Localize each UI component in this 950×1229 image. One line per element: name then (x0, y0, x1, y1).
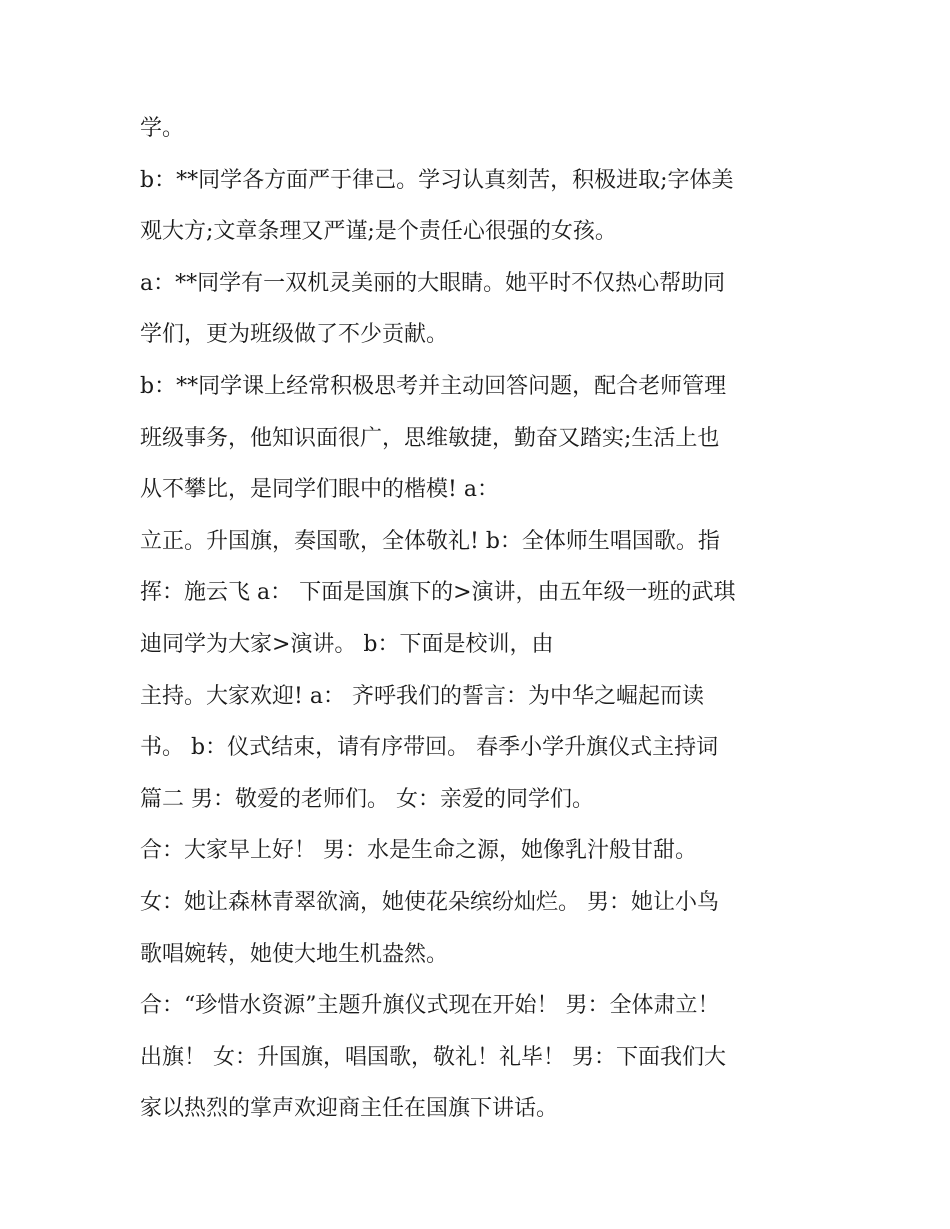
text-line: 合：大家早上好！ 男：水是生命之源，她像乳汁般甘甜。 (140, 838, 697, 864)
text-line: 从不攀比，是同学们眼中的楷模! a： (140, 477, 499, 503)
text-line: 主持。大家欢迎! a： 齐呼我们的誓言：为中华之崛起而读 (140, 683, 704, 709)
text-line: 挥：施云飞 a： 下面是国旗下的>演讲，由五年级一班的武琪 (140, 580, 736, 606)
text-line: 学们，更为班级做了不少贡献。 (140, 322, 449, 348)
text-line: 合：“珍惜水资源”主题升旗仪式现在开始！ 男：全体肃立！ (140, 993, 720, 1019)
text-line: 立正。升国旗，奏国歌，全体敬礼! b：全体师生唱国歌。指 (140, 528, 720, 554)
text-line: 班级事务，他知识面很广，思维敏捷，勤奋又踏实;生活上也 (140, 425, 720, 451)
text-line: 书。 b：仪式结束，请有序带回。 春季小学升旗仪式主持词 (140, 735, 719, 761)
text-line: 家以热烈的掌声欢迎商主任在国旗下讲话。 (140, 1096, 559, 1122)
text-line: 出旗！ 女：升国旗，唱国歌，敬礼！礼毕！ 男：下面我们大 (140, 1044, 726, 1070)
text-line: 女：她让森林青翠欲滴，她使花朵缤纷灿烂。 男：她让小鸟 (140, 889, 719, 915)
text-line: 歌唱婉转，她使大地生机盎然。 (140, 941, 449, 967)
document-body (140, 103, 820, 1135)
text-line: 学。 (140, 116, 185, 141)
text-line: 篇二 男：敬爱的老师们。 女：亲爱的同学们。 (140, 786, 594, 812)
text-line: 迪同学为大家>演讲。 b：下面是校训，由 (140, 631, 554, 657)
text-line: a：**同学有一双机灵美丽的大眼睛。她平时不仅热心帮助同 (140, 270, 726, 296)
text-line: b：**同学各方面严于律己。学习认真刻苦，积极进取;字体美 (140, 167, 734, 193)
text-line: 观大方;文章条理又严谨;是个责任心很强的女孩。 (140, 219, 617, 245)
text-line: b：**同学课上经常积极思考并主动回答问题，配合老师管理 (140, 373, 727, 399)
